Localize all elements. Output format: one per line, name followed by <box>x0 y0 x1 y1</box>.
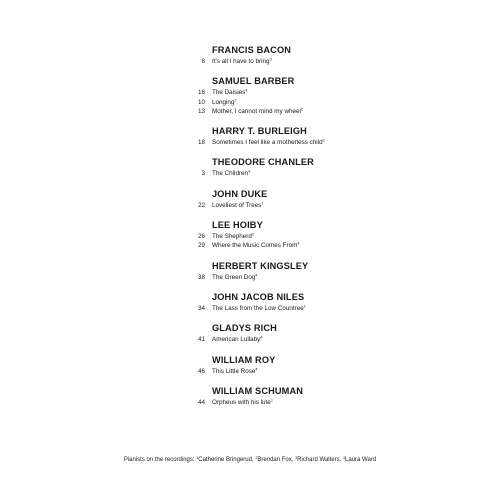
song-entry <box>0 304 500 313</box>
song-title-text: Loveliest of Trees <box>212 201 262 209</box>
pianist-separator: , <box>339 457 343 463</box>
song-title-text: The Children <box>212 170 249 178</box>
song-entry <box>0 201 500 210</box>
footnote-mark: 1 <box>196 455 199 460</box>
pianist-mark: 1 <box>303 304 306 309</box>
composer-section <box>0 125 500 147</box>
composer-name: WILLIAM SCHUMAN <box>212 385 304 396</box>
pianist-mark: 4 <box>248 170 251 175</box>
song-entry <box>0 57 500 66</box>
song-entry <box>0 98 500 107</box>
pianist-separator: , <box>291 457 296 463</box>
song-title <box>212 98 237 107</box>
song-title <box>212 241 300 250</box>
composer-section <box>0 156 500 178</box>
page-number: 3 <box>201 170 205 178</box>
page-number: 10 <box>197 98 205 106</box>
composer-section <box>0 385 500 407</box>
page-number: 18 <box>197 139 205 147</box>
song-title-text: The Shepherd <box>212 233 252 241</box>
page-number: 41 <box>197 336 205 344</box>
page-number: 16 <box>197 89 205 97</box>
page-number: 13 <box>197 107 205 115</box>
pianist-mark: 4 <box>255 367 258 372</box>
pianist-name: Brendan Fox <box>257 457 292 463</box>
song-entry <box>0 273 500 282</box>
page-number: 8 <box>201 58 205 65</box>
pianist-mark: 3 <box>269 57 272 62</box>
song-title <box>212 232 254 241</box>
song-title <box>212 367 258 376</box>
composer-name: GLADYS RICH <box>212 323 277 334</box>
pianist-mark: 2 <box>234 98 237 103</box>
song-title <box>212 107 303 116</box>
composer-section <box>0 354 500 376</box>
composer-section <box>0 219 500 251</box>
pianist-name: Laura Ward <box>345 457 377 463</box>
composer-name: SAMUEL BARBER <box>212 76 295 87</box>
song-title <box>212 138 325 147</box>
page-number: 26 <box>197 233 205 241</box>
composer-name: HARRY T. BURLEIGH <box>212 126 307 137</box>
composer-name: JOHN DUKE <box>212 188 268 199</box>
composer-section <box>0 291 500 313</box>
song-entry <box>0 107 500 116</box>
song-title <box>212 273 258 282</box>
song-entry <box>0 335 500 344</box>
footnote-mark: 4 <box>342 455 346 460</box>
pianist-mark: 2 <box>322 138 325 143</box>
pianist-mark: 4 <box>245 88 248 93</box>
composer-name: FRANCIS BACON <box>212 45 292 55</box>
song-title-text: It's all I have to bring <box>212 58 270 65</box>
song-title-text: This Little Rose <box>212 367 256 375</box>
table-of-contents <box>0 44 500 416</box>
song-title-text: Where the Music Comes From <box>212 242 298 250</box>
composer-name: THEODORE CHANLER <box>212 157 314 168</box>
composer-name: WILLIAM ROY <box>212 354 276 365</box>
pianist-mark: 4 <box>297 241 300 246</box>
song-entry <box>0 169 500 178</box>
song-entry <box>0 398 500 407</box>
composer-section <box>0 75 500 116</box>
composer-name: JOHN JACOB NILES <box>212 291 305 302</box>
composer-section <box>0 188 500 210</box>
song-title <box>212 57 272 66</box>
song-title-text: Sometimes I feel like a motherless child <box>212 139 323 147</box>
page-number: 44 <box>197 398 205 406</box>
song-entry <box>0 232 500 241</box>
page-number: 38 <box>197 273 205 281</box>
song-title-text: The Lass from the Low Countree <box>212 304 304 312</box>
footnote-mark: 2 <box>255 455 258 460</box>
pianist-mark: 1 <box>261 201 264 206</box>
song-title <box>212 88 247 97</box>
footnote-intro: Pianists on the recordings: <box>123 457 197 463</box>
song-title <box>212 169 250 178</box>
song-entry <box>0 367 500 376</box>
pianist-name: Richard Walters <box>297 457 340 463</box>
song-entry <box>0 138 500 147</box>
footnote-mark: 3 <box>295 455 298 460</box>
page-number: 46 <box>197 367 205 375</box>
page-number: 22 <box>197 201 205 209</box>
composer-section <box>0 260 500 282</box>
song-title-text: The Daisies <box>212 89 246 97</box>
composer-name: HERBERT KINGSLEY <box>212 260 309 271</box>
pianist-mark: 4 <box>255 273 258 278</box>
song-title <box>212 201 263 210</box>
pianist-mark: 2 <box>300 107 304 112</box>
footnote-pianist-list <box>196 457 376 463</box>
song-title-text: Mother, I cannot mind my wheel <box>212 107 301 115</box>
pianist-name: Catherine Bringerud <box>198 457 252 463</box>
pianist-mark: 2 <box>251 232 255 237</box>
pianist-mark: 4 <box>260 335 263 340</box>
page-number: 34 <box>197 304 205 312</box>
song-title <box>212 304 306 313</box>
pianist-separator: , <box>251 457 256 463</box>
song-entry <box>0 241 500 250</box>
pianist-mark: 1 <box>270 398 273 403</box>
pianists-footnote <box>0 457 500 463</box>
song-title-text: Longing <box>212 98 235 106</box>
page-number: 29 <box>197 242 205 250</box>
song-title <box>212 335 262 344</box>
composer-name: LEE HOIBY <box>212 220 263 231</box>
song-title-text: The Green Dog <box>212 273 256 281</box>
composer-section <box>0 322 500 344</box>
song-entry <box>0 88 500 97</box>
composer-section <box>0 44 500 66</box>
song-title-text: Orpheus with his lute <box>212 398 271 406</box>
song-title-text: American Lullaby <box>212 336 261 344</box>
song-title <box>212 398 273 407</box>
